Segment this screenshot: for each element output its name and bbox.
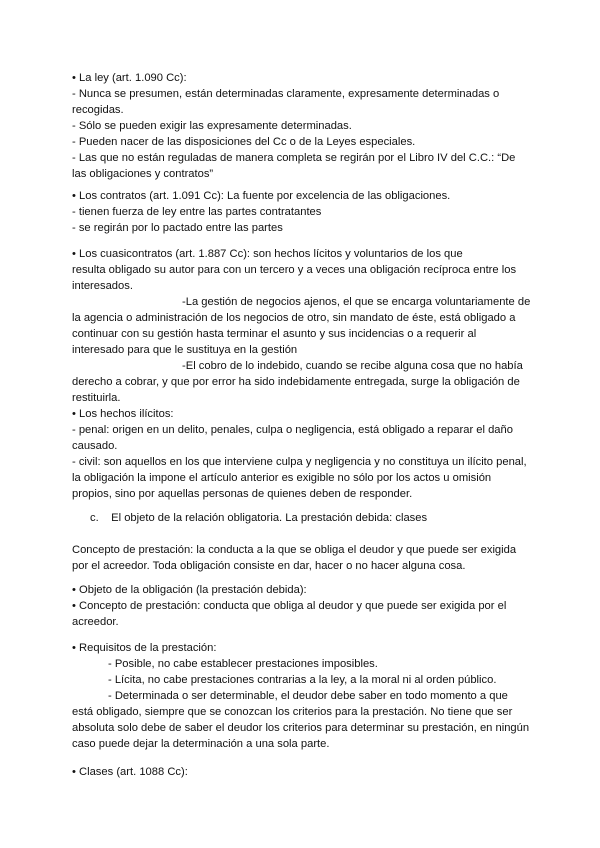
objeto-line: • Concepto de prestación: conducta que obliga al deudor y que puede ser exigida por el bbox=[72, 600, 507, 612]
cuasicontratos-section bbox=[72, 246, 542, 406]
cuasicontratos-line: resulta obligado su autor para con un tercero y a veces una obligación recíproca entre los bbox=[72, 264, 517, 276]
ley-line: las obligaciones y contratos” bbox=[72, 168, 214, 180]
objeto-line: acreedor. bbox=[72, 616, 119, 628]
requisito-line: absoluta solo debe de saber el deudor los criterios para determinar su prestación, en ningún bbox=[72, 722, 530, 734]
ley-line: - Sólo se pueden exigir las expresamente determinadas. bbox=[72, 120, 352, 132]
concepto-line: Concepto de prestación: la conducta a la que se obliga el deudor y que puede ser exigida bbox=[72, 544, 517, 556]
cuasicontratos-heading: • Los cuasicontratos (art. 1.887 Cc): son hechos lícitos y voluntarios de los que bbox=[72, 248, 463, 260]
contratos-section bbox=[72, 188, 542, 236]
ilicitos-line: - civil: son aquellos en los que interviene culpa y negligencia y no constituya un ilícito penal, bbox=[72, 456, 527, 468]
requisito-item: - Lícita, no cabe prestaciones contrarias a la ley, a la moral ni al orden público. bbox=[108, 674, 497, 686]
ilicitos-line: la obligación la impone el artículo anterior es exigible no sólo por los actos u omisión bbox=[72, 472, 492, 484]
cuasicontratos-line: interesado para que le sustituya en la gestión bbox=[72, 344, 298, 356]
section-heading: c. El objeto de la relación obligatoria. La prestación debida: clases bbox=[90, 512, 428, 524]
cuasicontratos-line: derecho a cobrar, y que por error ha sido indebidamente entregada, surge la obligación de bbox=[72, 376, 520, 388]
requisito-line: caso puede dejar la determinación a una sola parte. bbox=[72, 738, 330, 750]
contratos-line: - se regirán por lo pactado entre las partes bbox=[72, 222, 283, 234]
ilicitos-heading: • Los hechos ilícitos: bbox=[72, 408, 174, 420]
ley-section bbox=[72, 70, 542, 182]
requisito-item: - Posible, no cabe establecer prestaciones imposibles. bbox=[108, 658, 378, 670]
cuasicontratos-line: continuar con su gestión hasta terminar el asunto y sus incidencias o a requerir al bbox=[72, 328, 477, 340]
contratos-heading: • Los contratos (art. 1.091 Cc): La fuente por excelencia de las obligaciones. bbox=[72, 190, 451, 202]
ilicitos-line: propios, sino por aquellas personas de quienes deben de responder. bbox=[72, 488, 413, 500]
clases-section bbox=[72, 764, 542, 780]
requisito-line: está obligado, siempre que se conozcan los criterios para la prestación. No tiene que ser bbox=[72, 706, 513, 718]
cuasicontratos-line: restituirla. bbox=[72, 392, 121, 404]
requisitos-section bbox=[72, 640, 542, 752]
ilicitos-line: - penal: origen en un delito, penales, culpa o negligencia, está obligado a reparar el daño bbox=[72, 424, 513, 436]
ley-line: - Nunca se presumen, están determinadas claramente, expresamente determinadas o bbox=[72, 88, 500, 100]
objeto-section bbox=[72, 582, 542, 630]
cobro-indebido-line: -El cobro de lo indebido, cuando se recibe alguna cosa que no había bbox=[182, 360, 523, 372]
clases-heading: • Clases (art. 1088 Cc): bbox=[72, 766, 188, 778]
requisitos-heading: • Requisitos de la prestación: bbox=[72, 642, 217, 654]
ley-line: recogidas. bbox=[72, 104, 124, 116]
ley-line: - Pueden nacer de las disposiciones del Cc o de la Leyes especiales. bbox=[72, 136, 416, 148]
concepto-section bbox=[72, 542, 542, 574]
requisito-item: - Determinada o ser determinable, el deudor debe saber en todo momento a que bbox=[108, 690, 508, 702]
ley-heading: • La ley (art. 1.090 Cc): bbox=[72, 72, 187, 84]
gestion-negocios-line: -La gestión de negocios ajenos, el que se encarga voluntariamente de bbox=[182, 296, 531, 308]
cuasicontratos-line: la agencia o administración de los negocios de otro, sin mandato de éste, está obligado a bbox=[72, 312, 516, 324]
contratos-line: - tienen fuerza de ley entre las partes contratantes bbox=[72, 206, 322, 218]
concepto-line: por el acreedor. Toda obligación consiste en dar, hacer o no hacer alguna cosa. bbox=[72, 560, 466, 572]
cuasicontratos-line: interesados. bbox=[72, 280, 133, 292]
ilicitos-line: causado. bbox=[72, 440, 118, 452]
ley-line: - Las que no están reguladas de manera completa se regirán por el Libro IV del C.C.: “De bbox=[72, 152, 516, 164]
ilicitos-section bbox=[72, 406, 542, 502]
objeto-relacion-heading-block bbox=[72, 510, 542, 526]
objeto-heading: • Objeto de la obligación (la prestación debida): bbox=[72, 584, 307, 596]
